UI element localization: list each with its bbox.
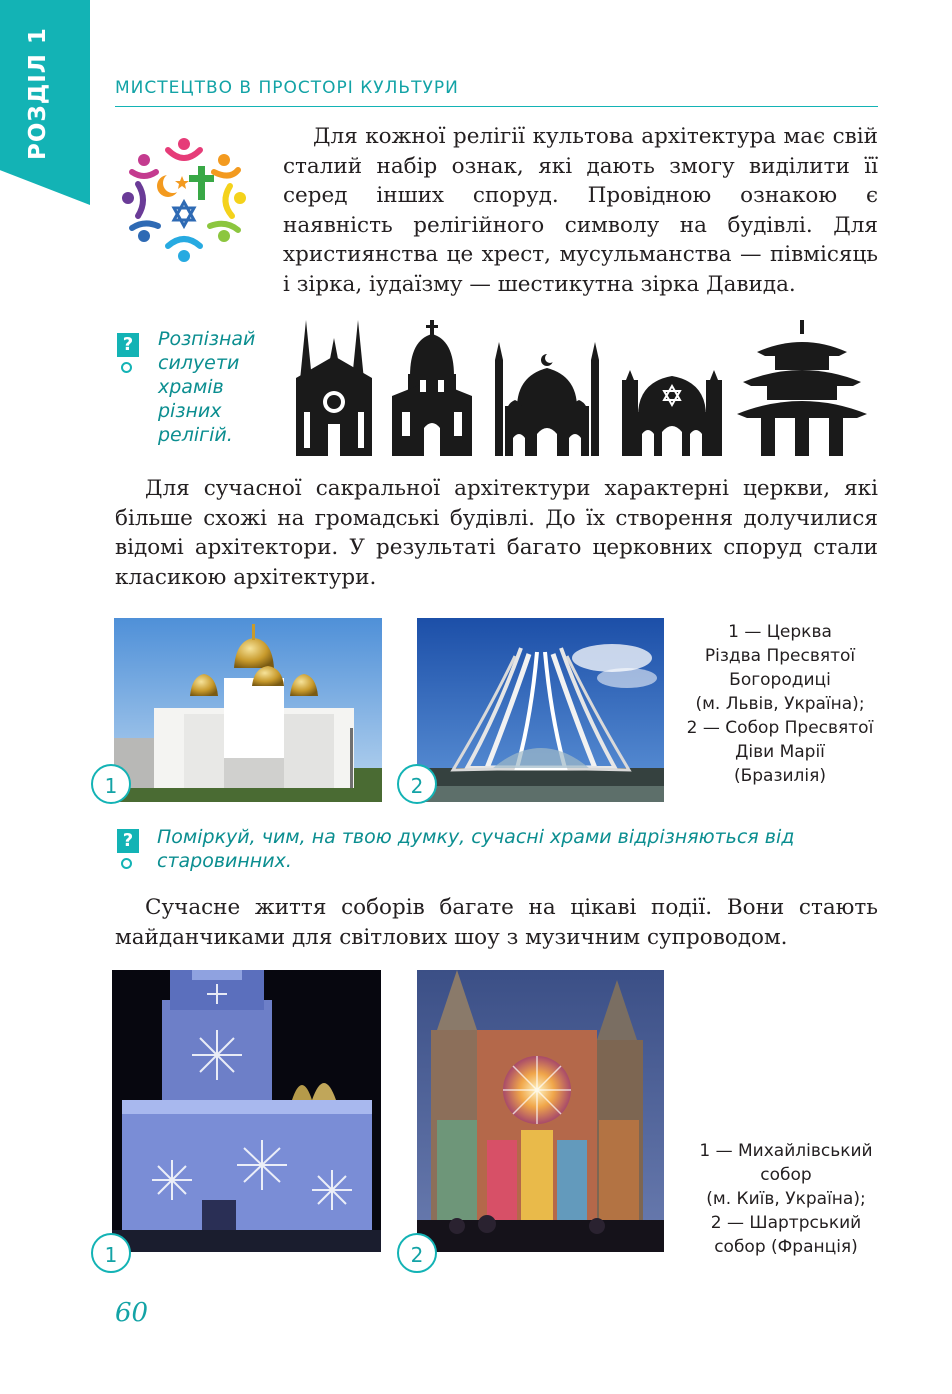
- mosque-silhouette: [487, 320, 607, 456]
- photo-lviv-church: [114, 618, 382, 802]
- figure1-caption: 1 — Церква Різдва Пресвятої Богородиці (м. Львів, Україна); 2 — Собор Пресвятої Діви Марії (Бразилія): [686, 622, 874, 786]
- gothic-church-silhouette: [296, 320, 372, 456]
- paragraph-light-shows: Сучасне життя соборів багате на цікаві події. Вони стають майданчиками для світлових шоу з музичним супроводом.: [115, 895, 878, 950]
- photo-st-michaels-cathedral: [112, 970, 381, 1252]
- figure1-badge-1: 1: [91, 764, 131, 804]
- running-header: МИСТЕЦТВО В ПРОСТОРІ КУЛЬТУРИ: [115, 78, 459, 98]
- synagogue-silhouette: [622, 320, 722, 456]
- question-mark-icon: ?: [117, 333, 139, 357]
- header-rule: [115, 106, 878, 107]
- section-tab-label: РОЗДІЛ 1: [25, 27, 51, 160]
- paragraph-religious-symbols: Для кожної релігії культова архітектура має свій сталий набір ознак, які дають змогу виділити її серед інших споруд. Провідною ознакою є наявність релігійного символу на будівлі. Для християнства це хрест, мусульманства — півмісяць і зірка, іудаїзму — шестикутна зірка Давида.: [283, 124, 878, 297]
- figure1-badge-2: 2: [397, 764, 437, 804]
- question-recognize-silhouettes: Розпізнай силуети храмів різних релігій.: [158, 328, 256, 446]
- paragraph-modern-architecture: Для сучасної сакральної архітектури характерні церкви, які більше схожі на громадські будівлі. До їх створення долучилися відомі архітектори. У результаті багато церковних споруд стали класикою архітектури.: [115, 476, 878, 590]
- pagoda-silhouette: [737, 320, 867, 456]
- figure2-badge-2: 2: [397, 1233, 437, 1273]
- question-dot-icon: [121, 858, 132, 869]
- page-number: 60: [115, 1298, 149, 1328]
- figure2-badge-1: 1: [91, 1233, 131, 1273]
- question-modern-vs-ancient: Поміркуй, чим, на твою думку, сучасні храми відрізняються від старовинних.: [157, 826, 795, 872]
- question-dot-icon: [121, 362, 132, 373]
- religion-symbols-icon: [118, 132, 250, 264]
- figure2-caption: 1 — Михайлівський собор (м. Київ, Україна); 2 — Шартрський собор (Франція): [699, 1141, 873, 1257]
- question-mark-icon: ?: [117, 829, 139, 853]
- orthodox-church-silhouette: [386, 320, 478, 456]
- photo-chartres-cathedral: [417, 970, 664, 1252]
- photo-brasilia-cathedral: [417, 618, 664, 802]
